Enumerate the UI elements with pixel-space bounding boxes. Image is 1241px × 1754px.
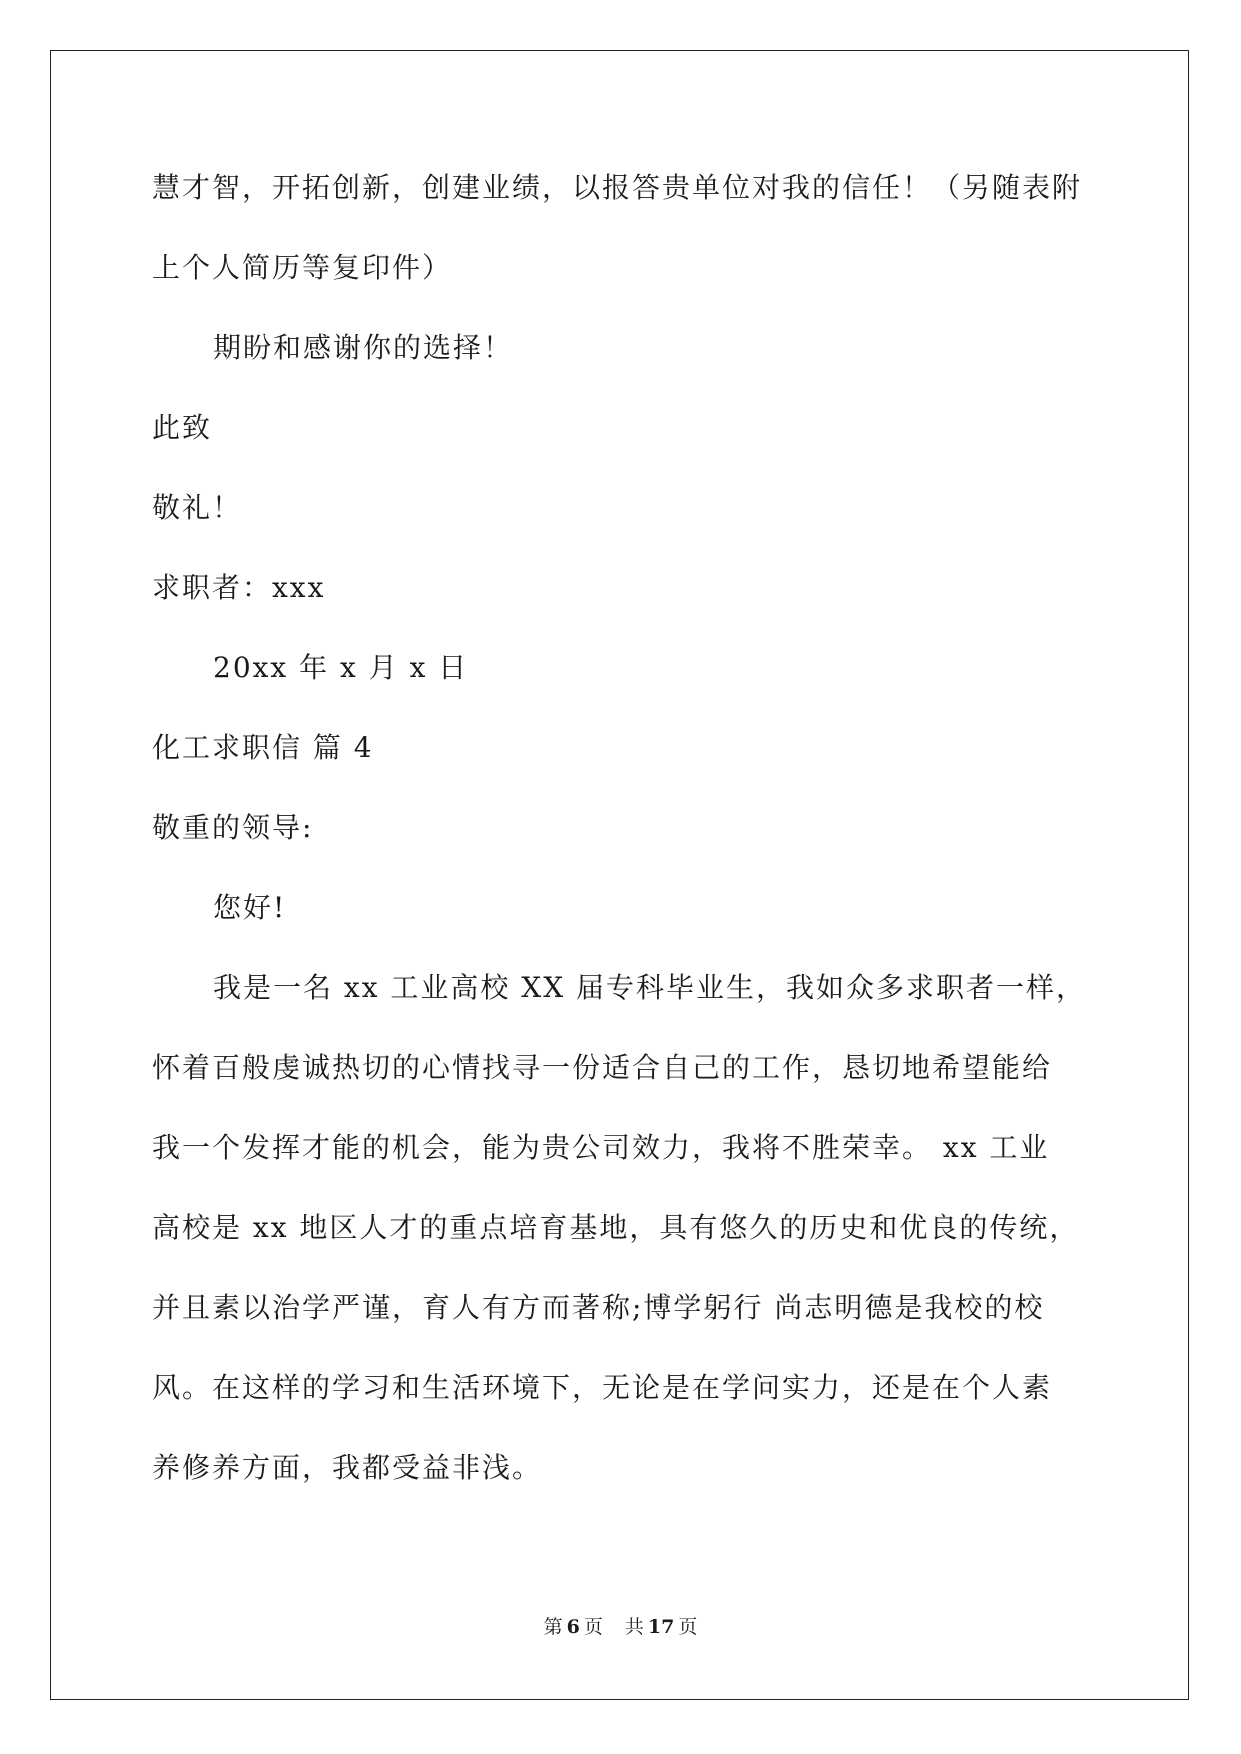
page-prefix: 第: [543, 1616, 563, 1638]
text-line: 高校是 xx 地区人才的重点培育基地，具有悠久的历史和优良的传统，: [152, 1211, 1080, 1244]
text-line: 20xx 年 x 月 x 日: [213, 651, 469, 684]
text-line: 您好!: [213, 891, 287, 924]
text-line: 我是一名 xx 工业高校 XX 届专科毕业生，我如众多求职者一样，: [213, 971, 1087, 1004]
text-line: 我一个发挥才能的机会，能为贵公司效力，我将不胜荣幸。 xx 工业: [152, 1131, 1050, 1164]
text-line: 上个人简历等复印件）: [152, 251, 453, 284]
text-line: 此致: [152, 411, 213, 444]
text-line: 期盼和感谢你的选择！: [213, 331, 514, 364]
text-line: 养修养方面，我都受益非浅。: [152, 1451, 543, 1484]
page-indicator: [540, 1616, 613, 1638]
text-line: 风。在这样的学习和生活环境下，无论是在学问实力，还是在个人素: [152, 1371, 1053, 1404]
page-footer: [0, 1615, 1241, 1639]
text-line: 敬礼！: [152, 491, 243, 524]
total-prefix: 共: [624, 1616, 644, 1638]
text-line: 慧才智，开拓创新，创建业绩，以报答贵单位对我的信任！（另随表附: [152, 171, 1083, 204]
text-line: 求职者：xxx: [152, 571, 326, 604]
page-number: 6: [566, 1616, 580, 1638]
text-line: 并且素以治学严谨，育人有方而著称;博学躬行 尚志明德是我校的校: [152, 1291, 1045, 1324]
section-heading: 化工求职信 篇 4: [152, 731, 374, 764]
total-suffix: 页: [678, 1616, 698, 1638]
total-indicator: [621, 1616, 701, 1638]
text-line: 敬重的领导:: [152, 811, 314, 844]
text-line: 怀着百般虔诚热切的心情找寻一份适合自己的工作，恳切地希望能给: [152, 1051, 1053, 1084]
page-suffix: 页: [583, 1616, 603, 1638]
total-pages: 17: [647, 1616, 675, 1638]
